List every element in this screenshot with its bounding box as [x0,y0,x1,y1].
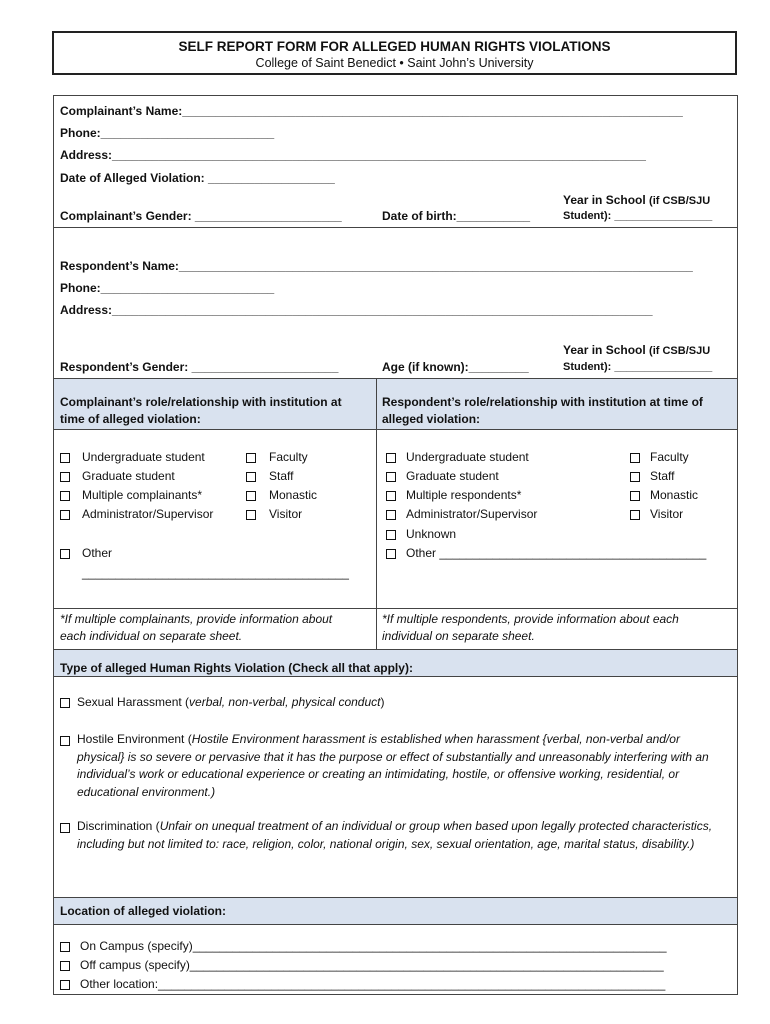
option-label: Other ________________________________________ [406,546,707,560]
form-header [52,31,737,75]
checkbox[interactable] [630,491,640,501]
disc-text: Unfair on unequal treatment of an individual or group when based upon legally protected characteristics, including but not limited to: race, religion, color, national origin, sex, sexual orientation, age, marital status, disability.) [77,819,713,851]
respondent-address-field[interactable]: Address:_________________________________________________________________________________ [60,303,653,317]
form-subtitle: College of Saint Benedict • Saint John’s University [255,56,534,70]
divider [53,649,738,650]
respondent-role-header-2: alleged violation: [382,412,481,426]
respondent-age-field[interactable]: Age (if known):_________ [382,360,529,374]
complainant-gender-field[interactable]: Complainant’s Gender: ______________________ [60,209,342,223]
checkbox[interactable] [386,530,396,540]
option-label: Faculty [269,450,308,464]
violation-header: Type of alleged Human Rights Violation (Check all that apply): [60,661,413,675]
checkbox[interactable] [386,549,396,559]
checkbox[interactable] [60,510,70,520]
option-label: Staff [650,469,675,483]
checkbox[interactable] [60,491,70,501]
checkbox[interactable] [386,453,396,463]
option-label[interactable]: Other location:____________________________________________________________________________ [80,977,666,991]
column-divider [376,378,377,649]
option-label: Monastic [269,488,318,502]
complainant-role-header-2: time of alleged violation: [60,412,201,426]
respondent-gender-field[interactable]: Respondent’s Gender: ______________________ [60,360,339,374]
violation-date-field[interactable]: Date of Alleged Violation: ___________________ [60,171,335,185]
hostile-environment-text [77,731,727,801]
option-label: Administrator/Supervisor [82,507,214,521]
option-label: Monastic [650,488,699,502]
option-label: Undergraduate student [82,450,205,464]
option-label: Visitor [650,507,684,521]
year-label-text: Year in School [563,343,646,357]
complainant-phone-field[interactable]: Phone:__________________________ [60,126,275,140]
respondent-year-label [563,343,710,357]
comp-multiple-note-1: *If multiple complainants, provide information about [60,612,333,626]
divider [53,608,738,609]
option-label: Faculty [650,450,689,464]
checkbox[interactable] [60,942,70,952]
respondent-name-field[interactable]: Respondent’s Name:_____________________________________________________________________________ [60,259,693,273]
divider [53,897,738,898]
complainant-dob-field[interactable]: Date of birth:___________ [382,209,531,223]
respondent-phone-field[interactable]: Phone:__________________________ [60,281,275,295]
complainant-year-label [563,193,710,207]
option-label: Multiple complainants* [82,488,203,502]
checkbox[interactable] [246,491,256,501]
checkbox[interactable] [60,472,70,482]
he-label: Hostile Environment ( [77,732,192,746]
sexual-harassment-checkbox[interactable] [60,698,70,708]
checkbox[interactable] [630,453,640,463]
checkbox[interactable] [386,491,396,501]
option-label: Multiple respondents* [406,488,522,502]
option-label: Undergraduate student [406,450,529,464]
sh-close: ) [380,695,385,709]
option-label: Graduate student [82,469,175,483]
checkbox[interactable] [630,472,640,482]
year-note-text: (if CSB/SJU [649,345,711,357]
option-label[interactable]: On Campus (specify)_______________________________________________________________________ [80,939,667,953]
option-label: Administrator/Supervisor [406,507,538,521]
sh-label: Sexual Harassment ( [77,695,190,709]
respondent-role-header-1: Respondent’s role/relationship with institution at time of [382,395,703,409]
divider [53,429,738,430]
option-label: Staff [269,469,294,483]
comp-other-line[interactable]: ________________________________________ [82,566,349,580]
year-label-text: Year in School [563,193,646,207]
discrimination-text [77,818,727,853]
option-label: Unknown [406,527,457,541]
sexual-harassment-label [77,695,384,709]
respondent-year-field[interactable]: Student): ________________ [563,361,713,373]
option-label: Visitor [269,507,303,521]
checkbox[interactable] [60,549,70,559]
checkbox[interactable] [246,453,256,463]
divider [53,924,738,925]
he-text: Hostile Environment harassment is established when harassment {verbal, non-verbal and/or physical} is so severe or pervasive that it has the purpose or effect of substantially and unreasonably interfering with an individual’s work or educational experience or creating an intimidating, hostile, or offensive working, residential, or educational environment.) [77,732,709,799]
complainant-address-field[interactable]: Address:________________________________________________________________________________ [60,148,646,162]
sh-italic: verbal, non-verbal, physical conduct [189,695,381,709]
checkbox[interactable] [386,472,396,482]
disc-label: Discrimination ( [77,819,160,833]
checkbox[interactable] [60,961,70,971]
complainant-name-field[interactable]: Complainant’s Name:___________________________________________________________________________ [60,104,683,118]
form-title: SELF REPORT FORM FOR ALLEGED HUMAN RIGHTS VIOLATIONS [178,39,611,54]
year-note-text: (if CSB/SJU [649,195,711,207]
option-label[interactable]: Off campus (specify)_______________________________________________________________________ [80,958,664,972]
divider [53,378,738,379]
complainant-year-field[interactable]: Student): ________________ [563,210,713,222]
divider [53,676,738,677]
complainant-role-header-1: Complainant’s role/relationship with institution at [60,395,342,409]
checkbox[interactable] [246,472,256,482]
option-label: Graduate student [406,469,499,483]
option-label: Other [82,546,113,560]
checkbox[interactable] [60,453,70,463]
location-header: Location of alleged violation: [60,904,227,918]
checkbox[interactable] [386,510,396,520]
divider [53,227,738,228]
resp-multiple-note-1: *If multiple respondents, provide information about each [382,612,679,626]
hostile-environment-checkbox[interactable] [60,736,70,746]
checkbox[interactable] [246,510,256,520]
discrimination-checkbox[interactable] [60,823,70,833]
comp-multiple-note-2: each individual on separate sheet. [60,629,243,643]
form-frame [53,95,738,995]
checkbox[interactable] [630,510,640,520]
checkbox[interactable] [60,980,70,990]
resp-multiple-note-2: individual on separate sheet. [382,629,535,643]
